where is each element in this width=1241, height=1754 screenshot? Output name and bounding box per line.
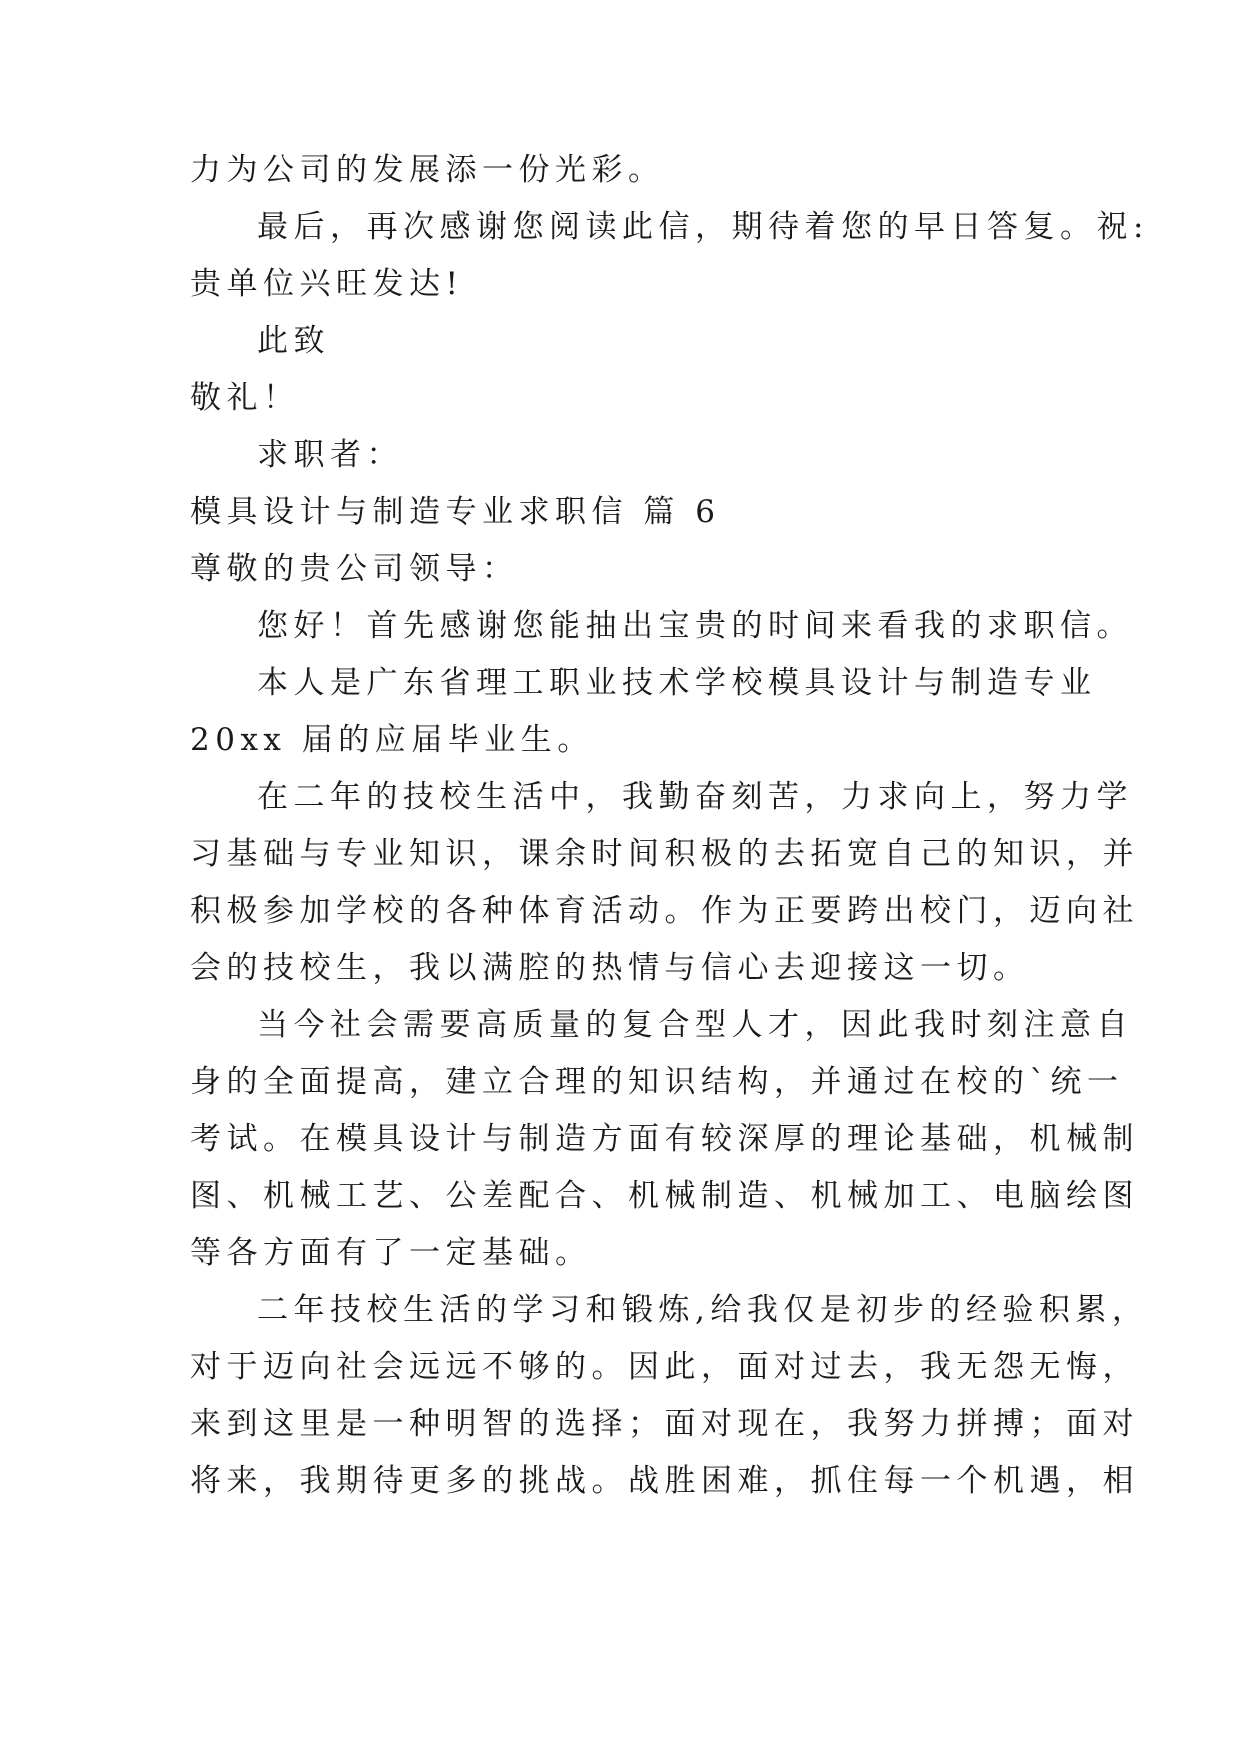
text-line: 等各方面有了一定基础。 (190, 1235, 592, 1271)
text-line: 20xx 届的应届毕业生。 (190, 722, 594, 758)
text-line: 力为公司的发展添一份光彩。 (190, 152, 665, 188)
text-line: 您好！首先感谢您能抽出宝贵的时间来看我的求职信。 (257, 608, 1133, 644)
text-line: 当今社会需要高质量的复合型人才，因此我时刻注意自 (257, 1007, 1133, 1043)
text-line: 在二年的技校生活中，我勤奋刻苦，力求向上，努力学 (257, 779, 1133, 815)
text-line: 图、机械工艺、公差配合、机械制造、机械加工、电脑绘图 (190, 1178, 1139, 1214)
text-line: 考试。在模具设计与制造方面有较深厚的理论基础，机械制 (190, 1121, 1139, 1157)
text-line: 求职者： (257, 437, 403, 473)
text-line: 贵单位兴旺发达! (190, 266, 464, 302)
text-line: 来到这里是一种明智的选择；面对现在，我努力拼搏；面对 (190, 1406, 1139, 1442)
text-line: 将来，我期待更多的挑战。战胜困难，抓住每一个机遇，相 (190, 1463, 1139, 1499)
text-line: 敬礼！ (190, 380, 300, 416)
text-line: 二年技校生活的学习和锻炼,给我仅是初步的经验积累， (257, 1292, 1149, 1328)
section-title: 模具设计与制造专业求职信 篇 6 (190, 494, 721, 530)
text-line: 积极参加学校的各种体育活动。作为正要跨出校门，迈向社 (190, 893, 1139, 929)
text-line: 最后，再次感谢您阅读此信，期待着您的早日答复。祝: (257, 209, 1149, 245)
salutation: 尊敬的贵公司领导： (190, 551, 519, 587)
text-line: 此致 (257, 323, 330, 359)
text-line: 本人是广东省理工职业技术学校模具设计与制造专业 (257, 665, 1097, 701)
text-line: 会的技校生，我以满腔的热情与信心去迎接这一切。 (190, 950, 1030, 986)
text-line: 身的全面提高，建立合理的知识结构，并通过在校的`统一 (190, 1064, 1124, 1100)
text-line: 习基础与专业知识，课余时间积极的去拓宽自己的知识，并 (190, 836, 1139, 872)
text-line: 对于迈向社会远远不够的。因此，面对过去，我无怨无悔， (190, 1349, 1139, 1385)
